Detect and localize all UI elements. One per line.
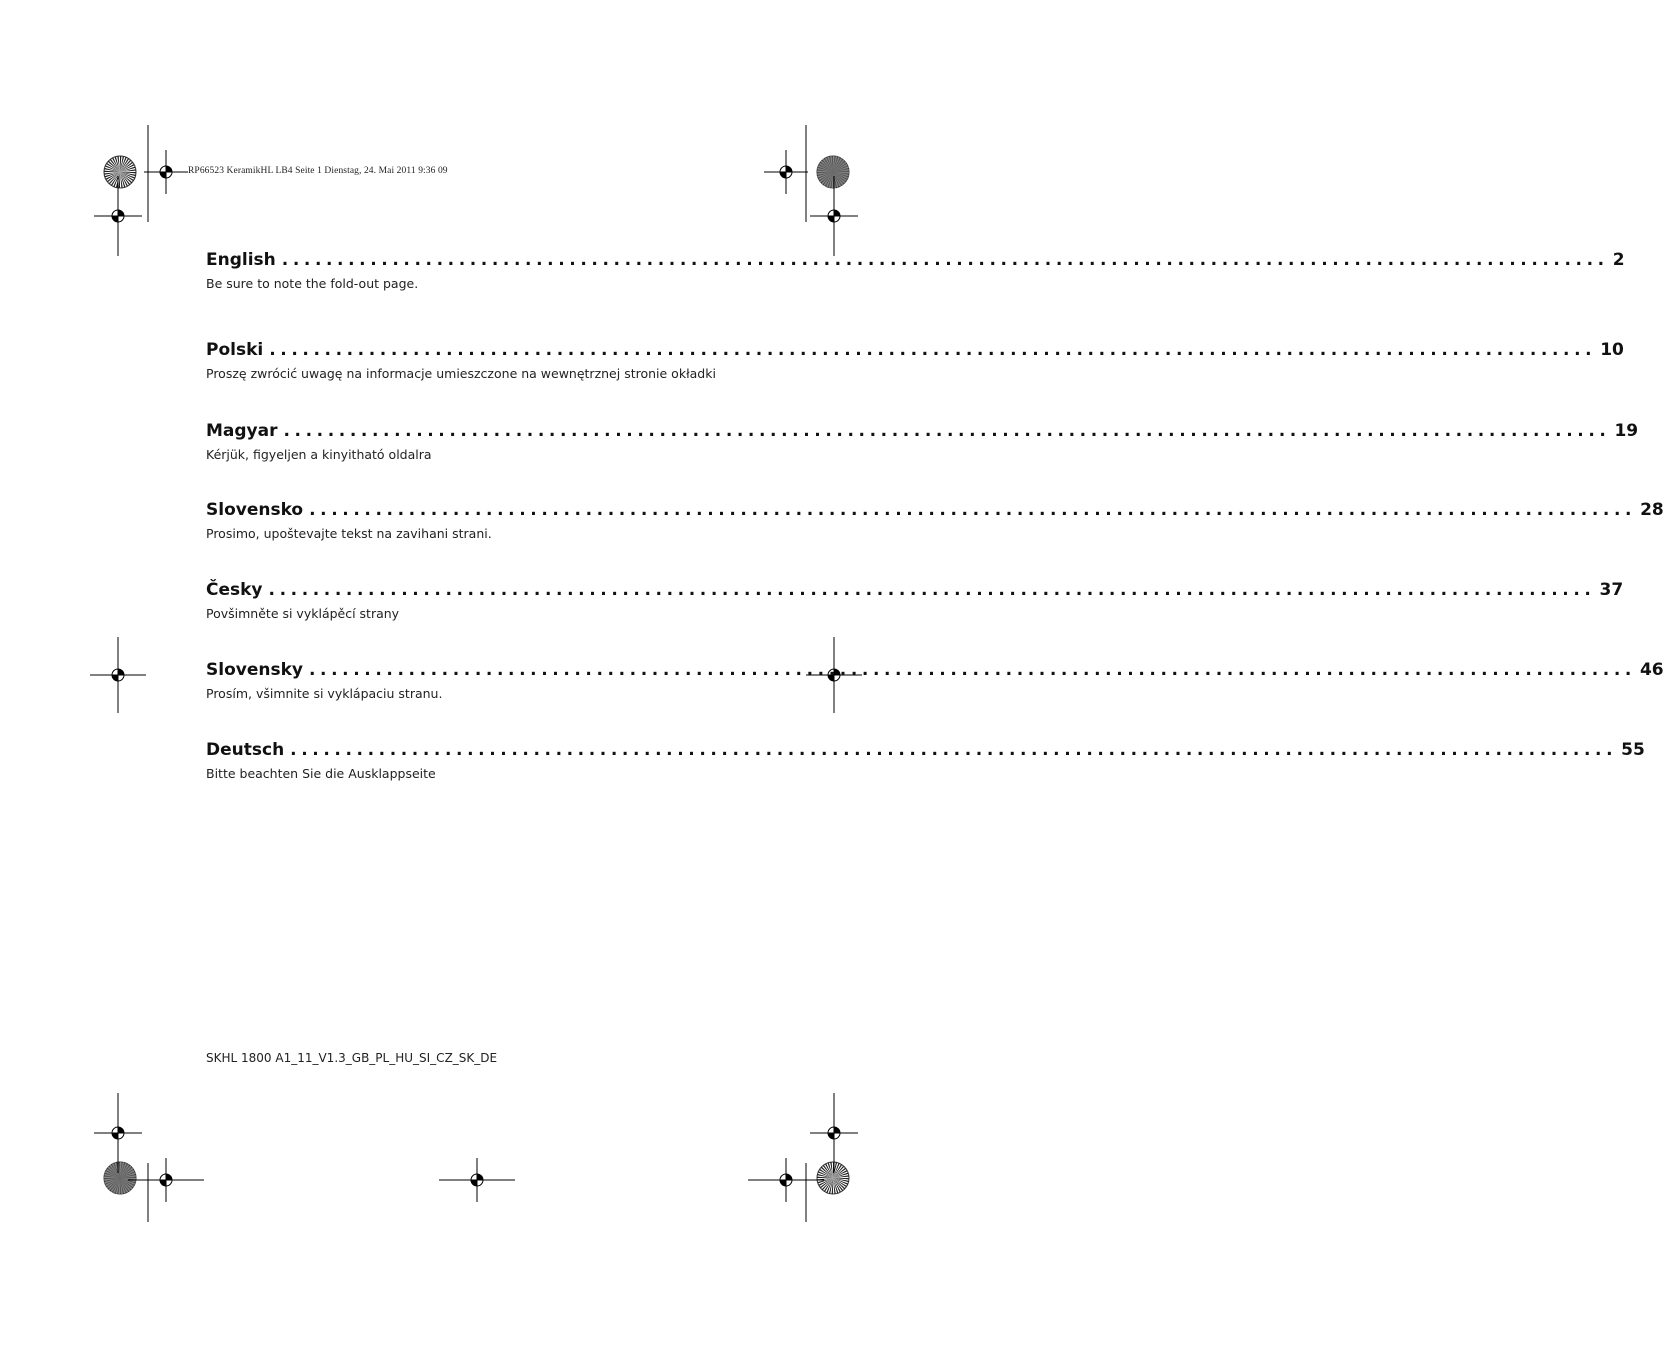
toc-entry-note: Be sure to note the fold-out page. — [206, 276, 419, 291]
toc-leader-dots: ........................................................................................................................ — [269, 340, 1597, 360]
toc-entry[interactable] — [206, 740, 1645, 781]
crosshair-target-icon — [748, 1158, 824, 1202]
toc-leader-dots: ........................................................................................................................ — [309, 500, 1637, 520]
crosshair-target-icon — [439, 1158, 515, 1202]
toc-entry[interactable] — [206, 660, 1664, 701]
toc-entry-note: Kérjük, figyeljen a kinyitható oldalra — [206, 447, 432, 462]
crosshair-target-icon — [94, 176, 142, 256]
document-code: SKHL 1800 A1_11_V1.3_GB_PL_HU_SI_CZ_SK_DE — [206, 1051, 498, 1065]
toc-leader-dots: ........................................................................................................................ — [283, 421, 1611, 441]
toc-entry-note: Bitte beachten Sie die Ausklappseite — [206, 766, 436, 781]
starburst-calibration-icon — [104, 156, 136, 188]
toc-leader-dots: ........................................................................................................................ — [290, 740, 1618, 760]
toc-page-number: 10 — [1600, 340, 1624, 360]
starburst-calibration-icon — [104, 1162, 136, 1194]
toc-entry-note: Prosím, všimnite si vyklápaciu stranu. — [206, 686, 443, 701]
crosshair-target-icon — [144, 150, 188, 194]
toc-page-number: 19 — [1614, 421, 1639, 441]
toc-leader-dots: ........................................................................................................................ — [281, 250, 1609, 270]
starburst-calibration-icon — [817, 1162, 849, 1194]
toc-entry-note: Povšimněte si vyklápěcí strany — [206, 606, 400, 621]
toc-entry[interactable] — [206, 580, 1624, 621]
toc-entry-title: Slovensky — [206, 660, 303, 680]
crosshair-target-icon — [810, 1093, 858, 1173]
toc-entry-title: Polski — [206, 340, 264, 360]
toc-entry-title: English — [206, 250, 276, 270]
toc-entry-title: Slovensko — [206, 500, 304, 520]
print-info-header: RP66523 KeramikHL LB4 Seite 1 Dienstag, 24. Mai 2011 9:36 09 — [188, 166, 448, 176]
toc-leader-dots: ........................................................................................................................ — [308, 660, 1636, 680]
toc-entry-title: Česky — [206, 580, 263, 600]
toc-entry[interactable] — [206, 340, 1624, 381]
crosshair-target-icon — [94, 1093, 142, 1173]
toc-page-number: 37 — [1599, 580, 1624, 600]
toc-page-number: 55 — [1621, 740, 1645, 760]
toc-entry[interactable] — [206, 421, 1639, 462]
crosshair-target-icon — [764, 150, 808, 194]
crosshair-target-icon — [90, 637, 146, 713]
toc-entry-title: Deutsch — [206, 740, 285, 760]
crosshair-target-icon — [810, 176, 858, 256]
starburst-calibration-icon — [817, 156, 849, 188]
toc-page-number: 2 — [1612, 250, 1625, 270]
toc-leader-dots: ........................................................................................................................ — [268, 580, 1596, 600]
toc-entry-note: Prosimo, upoštevajte tekst na zavihani strani. — [206, 526, 492, 541]
toc-entry-title: Magyar — [206, 421, 278, 441]
toc-entry-note: Proszę zwrócić uwagę na informacje umieszczone na wewnętrznej stronie okładki — [206, 366, 716, 381]
crosshair-target-icon — [128, 1158, 204, 1202]
toc-page-number: 28 — [1640, 500, 1664, 520]
toc-entry[interactable] — [206, 250, 1625, 291]
toc-entry[interactable] — [206, 500, 1664, 541]
toc-page-number: 46 — [1639, 660, 1664, 680]
